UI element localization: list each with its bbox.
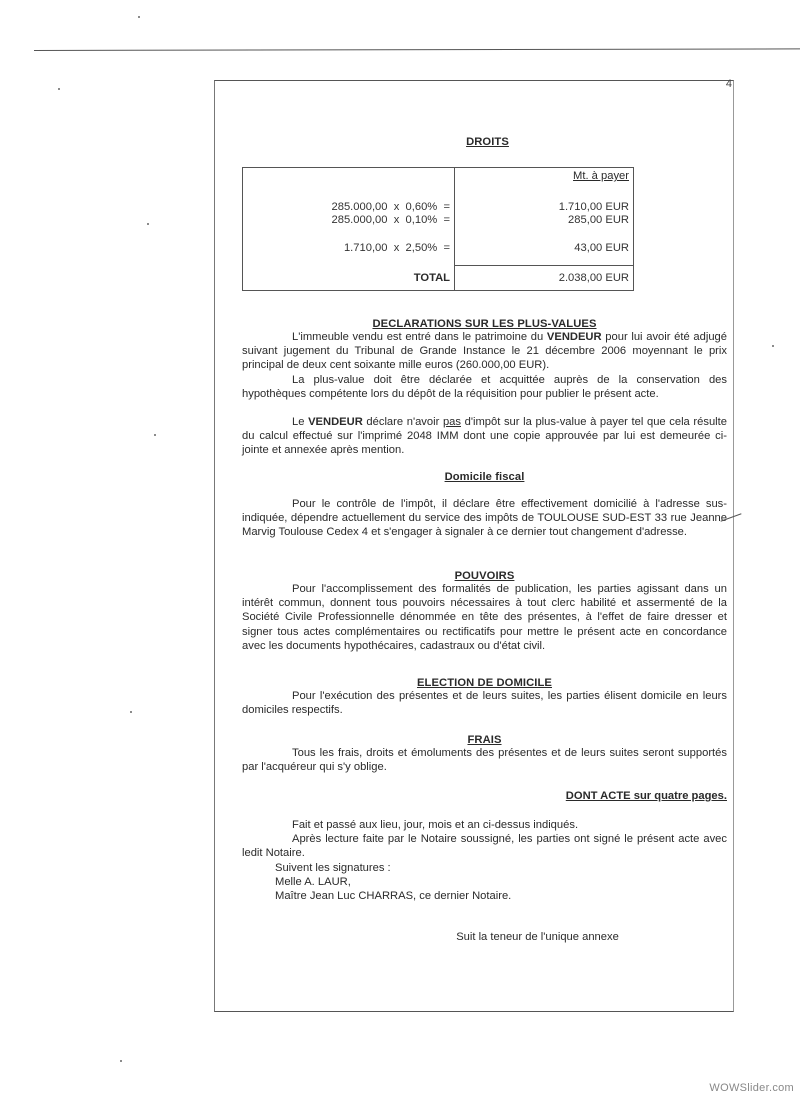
frais-heading: FRAIS xyxy=(467,734,502,746)
vendeur-term: VENDEUR xyxy=(308,416,363,429)
total-amount: 2.038,00 EUR xyxy=(558,272,629,284)
scan-speck xyxy=(147,223,149,225)
droits-table xyxy=(242,167,634,291)
total-divider xyxy=(455,265,633,266)
scan-speck xyxy=(130,711,132,713)
pouvoirs-paragraph: Pour l'accomplissement des formalités de publication, les parties agissant dans un intérêt commun, donnent tous pouvoirs nécessaires à tout clerc habilité et assermenté de la Société Civile Professionnelle dénommée en tête des présentes, à l'effet de faire dresser et signer tous actes complémentaires ou rectificatifs pour mettre le présent acte en concordance avec les documents hypothécaires, cadastraux ou d'état civil. xyxy=(242,583,727,652)
total-label: TOTAL xyxy=(413,272,450,284)
apres-lecture-paragraph: Après lecture faite par le Notaire soussigné, les parties ont signé le présent acte avec ledit Notaire. xyxy=(242,833,727,860)
scan-speck xyxy=(120,1060,122,1062)
frais-section xyxy=(242,734,727,774)
pouvoirs-section xyxy=(242,570,727,653)
election-domicile-section xyxy=(242,677,727,717)
plus-values-heading: DECLARATIONS SUR LES PLUS-VALUES xyxy=(372,318,597,330)
calc-row: 285.000,00 x 0,10% = xyxy=(331,214,450,226)
election-domicile-paragraph: Pour l'exécution des présentes et de leurs suites, les parties élisent domicile en leurs domiciles respectifs. xyxy=(242,690,727,717)
fait-paragraph: Fait et passé aux lieu, jour, mois et an ci-dessus indiqués. xyxy=(292,819,579,831)
plus-values-section xyxy=(242,318,727,458)
dont-acte-section xyxy=(242,790,727,802)
signatory-charras: Maître Jean Luc CHARRAS, ce dernier Notaire. xyxy=(275,890,512,903)
scan-speck xyxy=(138,16,140,18)
closing-section xyxy=(242,818,727,903)
amount-row: 43,00 EUR xyxy=(574,242,629,254)
scan-speck xyxy=(58,88,60,90)
amount-header: Mt. à payer xyxy=(573,170,629,182)
scan-speck xyxy=(154,434,156,436)
watermark: WOWSlider.com xyxy=(709,1082,794,1094)
droits-calculation-column xyxy=(243,168,455,290)
amount-row: 285,00 EUR xyxy=(568,214,629,226)
plus-values-paragraph-2: La plus-value doit être déclarée et acquittée auprès de la conservation des hypothèques compétente lors du dépôt de la réquisition pour publier le présent acte. xyxy=(242,373,727,400)
frais-paragraph: Tous les frais, droits et émoluments des présentes et de leurs suites seront supportés par l'acquéreur qui s'y oblige. xyxy=(242,747,727,774)
domicile-fiscal-paragraph: Pour le contrôle de l'impôt, il déclare être effectivement domicilié à l'adresse sus-indiquée, dépendre actuellement du service des impôts de TOULOUSE SUD-EST 33 rue Jeanne Marvig Toulouse Cedex 4 et s'engager à signaler à ce dernier tout changement d'adresse. xyxy=(242,498,727,539)
calc-row: 285.000,00 x 0,60% = xyxy=(331,201,450,213)
suivent-signatures: Suivent les signatures : xyxy=(275,861,391,874)
plus-values-paragraph-3: Le VENDEUR déclare n'avoir pas d'impôt sur la plus-value à payer tel que cela résulte du calcul effectué sur l'imprimé 2048 IMM dont une copie approuvée par lui est demeurée ci-jointe et annexée après mention. xyxy=(242,416,727,457)
election-domicile-heading: ELECTION DE DOMICILE xyxy=(416,677,552,689)
scan-speck xyxy=(772,345,774,347)
pouvoirs-heading: POUVOIRS xyxy=(454,570,515,582)
pas-underlined: pas xyxy=(442,416,461,429)
signatory-laur: Melle A. LAUR, xyxy=(275,875,351,888)
amount-row: 1.710,00 EUR xyxy=(558,201,629,213)
plus-values-paragraph-1: L'immeuble vendu est entré dans le patrimoine du VENDEUR pour lui avoir été adjugé suivant jugement du Tribunal de Grande Instance le 21 décembre 2006 moyennant le prix principal de deux cent soixante mille euros (260.000,00 EUR). xyxy=(242,331,727,372)
document-page xyxy=(214,80,734,1012)
page-number: 4 xyxy=(725,78,732,90)
annexe-line: Suit la teneur de l'unique annexe xyxy=(456,931,619,943)
dont-acte-heading: DONT ACTE sur quatre pages. xyxy=(565,790,727,802)
scan-top-rule xyxy=(34,48,800,51)
vendeur-term: VENDEUR xyxy=(546,331,602,343)
droits-heading: DROITS xyxy=(466,136,509,148)
calc-row: 1.710,00 x 2,50% = xyxy=(343,242,450,254)
domicile-fiscal-heading: Domicile fiscal xyxy=(444,471,525,483)
droits-amount-column xyxy=(455,168,633,290)
domicile-fiscal-section xyxy=(242,471,727,540)
